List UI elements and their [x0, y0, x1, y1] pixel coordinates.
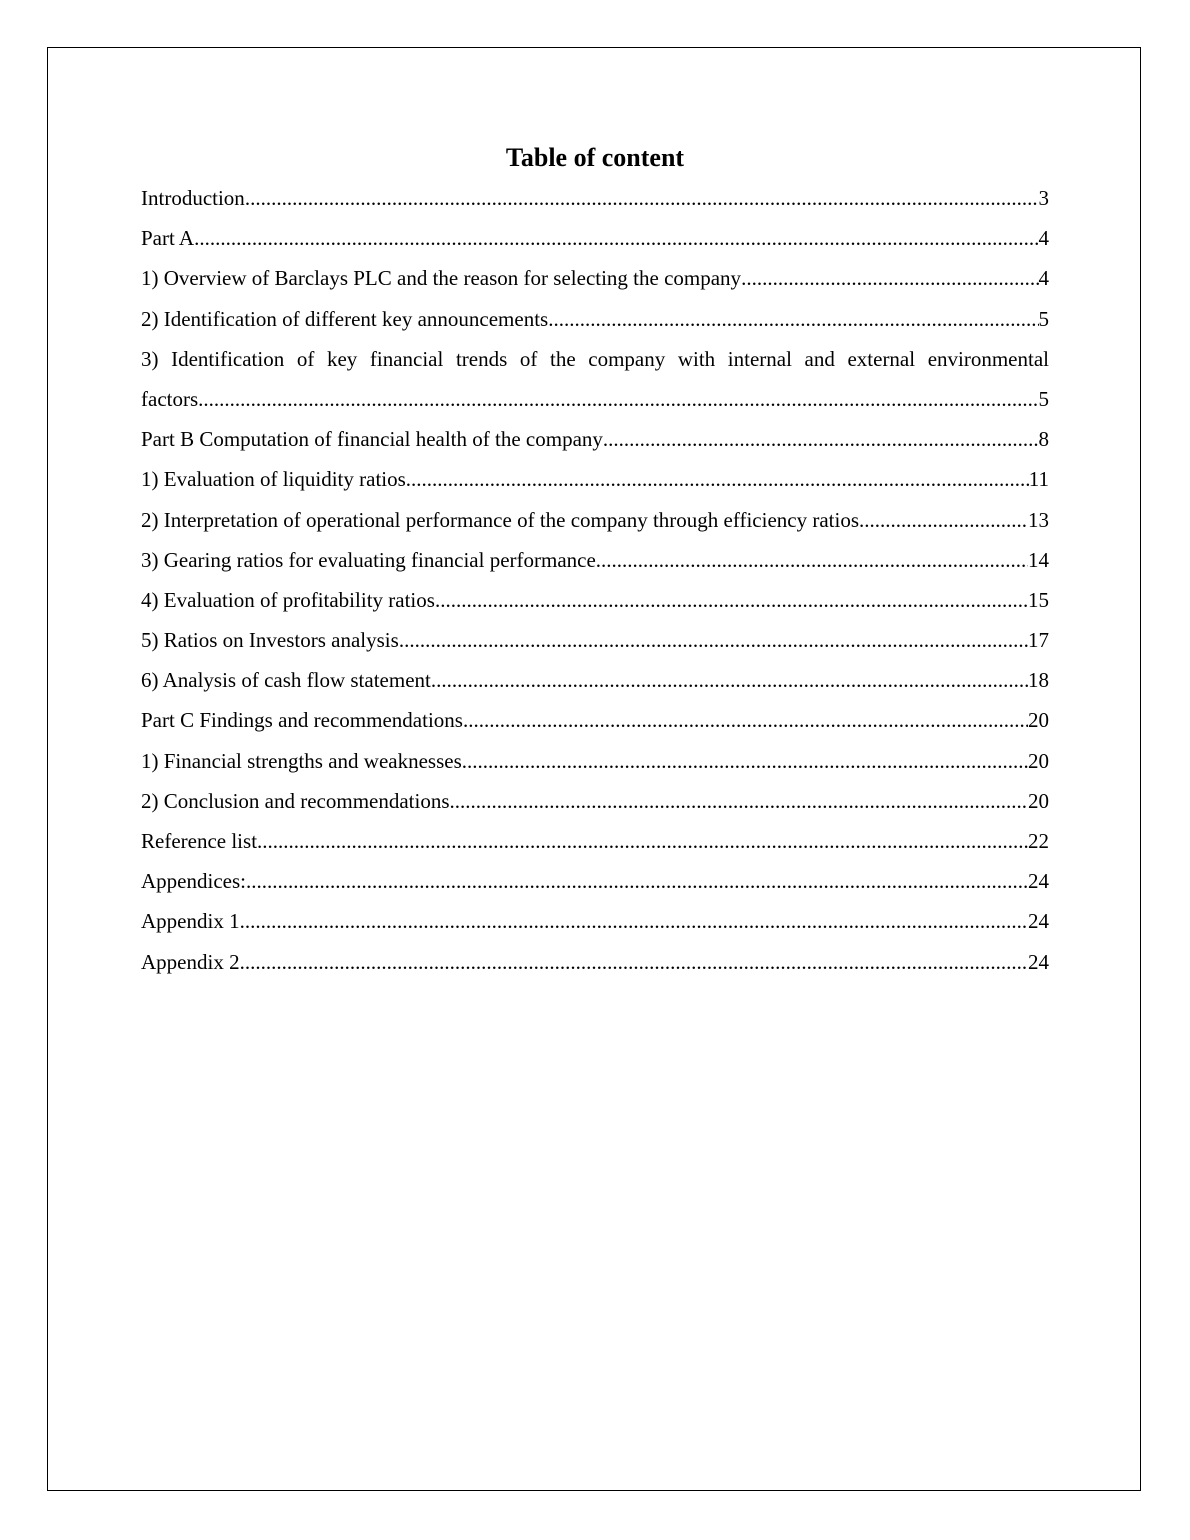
- table-of-contents: [141, 138, 1049, 982]
- toc-entry-conclusion[interactable]: [141, 781, 1049, 821]
- toc-page-number: 4: [1038, 226, 1049, 251]
- toc-entry-label: factors: [141, 386, 199, 411]
- toc-entry-label: 5) Ratios on Investors analysis: [141, 628, 399, 653]
- toc-page-number: 20: [1028, 708, 1049, 733]
- toc-entry-overview-barclays[interactable]: [141, 258, 1049, 298]
- toc-entry-label-line1: 3) Identification of key financial trends of the company with internal and external environmental: [141, 346, 1049, 371]
- toc-page-number: 5: [1038, 306, 1049, 331]
- toc-leader-dots: [246, 861, 1028, 901]
- toc-leader-dots: [463, 700, 1028, 740]
- toc-entry-appendix-1[interactable]: [141, 901, 1049, 941]
- toc-entry-label: Reference list: [141, 829, 258, 853]
- toc-entry-liquidity-ratios[interactable]: [141, 459, 1049, 499]
- toc-page-number: 22: [1028, 829, 1049, 853]
- toc-entry-part-c[interactable]: [141, 700, 1049, 740]
- toc-entry-financial-trends-line1[interactable]: [141, 339, 1049, 379]
- toc-page-number: 24: [1028, 869, 1049, 894]
- toc-page-number: 17: [1028, 628, 1049, 653]
- toc-entry-part-a[interactable]: [141, 218, 1049, 258]
- toc-page-number: 18: [1028, 668, 1049, 693]
- toc-page-number: 5: [1038, 386, 1049, 411]
- toc-leader-dots: [603, 419, 1039, 459]
- toc-leader-dots: [548, 299, 1038, 339]
- toc-entry-label: Introduction: [141, 186, 245, 210]
- toc-leader-dots: [596, 540, 1028, 580]
- toc-page-number: 24: [1028, 949, 1049, 974]
- toc-page-number: 20: [1028, 748, 1049, 773]
- toc-entry-label: 1) Evaluation of liquidity ratios: [141, 467, 406, 492]
- toc-entry-introduction[interactable]: [141, 178, 1049, 218]
- toc-entry-financial-trends[interactable]: [141, 379, 1049, 419]
- toc-leader-dots: [399, 620, 1028, 660]
- toc-page-number: 11: [1028, 467, 1049, 492]
- toc-entry-reference-list[interactable]: [141, 821, 1049, 861]
- toc-entry-label: Part B Computation of financial health of the company: [141, 427, 603, 452]
- toc-title: Table of content: [505, 143, 685, 172]
- toc-leader-dots: [240, 942, 1028, 982]
- toc-page-number: 24: [1028, 909, 1049, 934]
- toc-entry-label: 2) Interpretation of operational performance of the company through efficiency ratios: [141, 507, 859, 532]
- toc-entry-label: Part C Findings and recommendations: [141, 708, 463, 733]
- toc-entry-gearing-ratios[interactable]: [141, 540, 1049, 580]
- toc-leader-dots: [431, 660, 1028, 700]
- toc-entry-label: 6) Analysis of cash flow statement: [141, 668, 431, 693]
- toc-entry-label: 3) Gearing ratios for evaluating financial performance: [141, 547, 596, 572]
- toc-entry-label: 2) Conclusion and recommendations: [141, 788, 450, 813]
- toc-page-number: 14: [1028, 547, 1049, 572]
- toc-leader-dots: [859, 500, 1028, 540]
- toc-entry-label: 2) Identification of different key announcements: [141, 306, 549, 331]
- toc-leader-dots: [245, 178, 1039, 218]
- toc-entry-cash-flow[interactable]: [141, 660, 1049, 700]
- toc-entry-investors-analysis[interactable]: [141, 620, 1049, 660]
- toc-leader-dots: [240, 901, 1028, 941]
- toc-entry-label: 1) Overview of Barclays PLC and the reason for selecting the company: [141, 266, 742, 291]
- toc-leader-dots: [257, 821, 1028, 861]
- toc-page-number: 20: [1028, 788, 1049, 813]
- toc-leader-dots: [741, 258, 1038, 298]
- toc-page-number: 13: [1028, 507, 1049, 532]
- toc-leader-dots: [462, 741, 1028, 781]
- toc-entry-label: Part A: [141, 226, 195, 251]
- toc-page-number: 15: [1028, 587, 1049, 612]
- toc-list: [141, 178, 1049, 982]
- toc-leader-dots: [435, 580, 1028, 620]
- toc-leader-dots: [406, 459, 1029, 499]
- toc-entry-appendix-2[interactable]: [141, 942, 1049, 982]
- toc-page-number: 3: [1038, 186, 1049, 210]
- toc-entry-key-announcements[interactable]: [141, 299, 1049, 339]
- toc-entry-label: Appendix 1: [141, 909, 240, 934]
- toc-entry-appendices[interactable]: [141, 861, 1049, 901]
- toc-page-number: 4: [1038, 266, 1049, 291]
- toc-entry-label: 1) Financial strengths and weaknesses: [141, 748, 462, 773]
- toc-entry-label: Appendix 2: [141, 949, 240, 974]
- toc-leader-dots: [194, 218, 1038, 258]
- toc-page-number: 8: [1038, 427, 1049, 452]
- toc-entry-efficiency-ratios[interactable]: [141, 500, 1049, 540]
- toc-entry-part-b[interactable]: [141, 419, 1049, 459]
- toc-entry-profitability-ratios[interactable]: [141, 580, 1049, 620]
- toc-leader-dots: [198, 379, 1038, 419]
- toc-leader-dots: [450, 781, 1028, 821]
- toc-entry-strengths-weaknesses[interactable]: [141, 741, 1049, 781]
- toc-entry-label: Appendices:: [141, 869, 246, 894]
- toc-entry-label: 4) Evaluation of profitability ratios: [141, 587, 435, 612]
